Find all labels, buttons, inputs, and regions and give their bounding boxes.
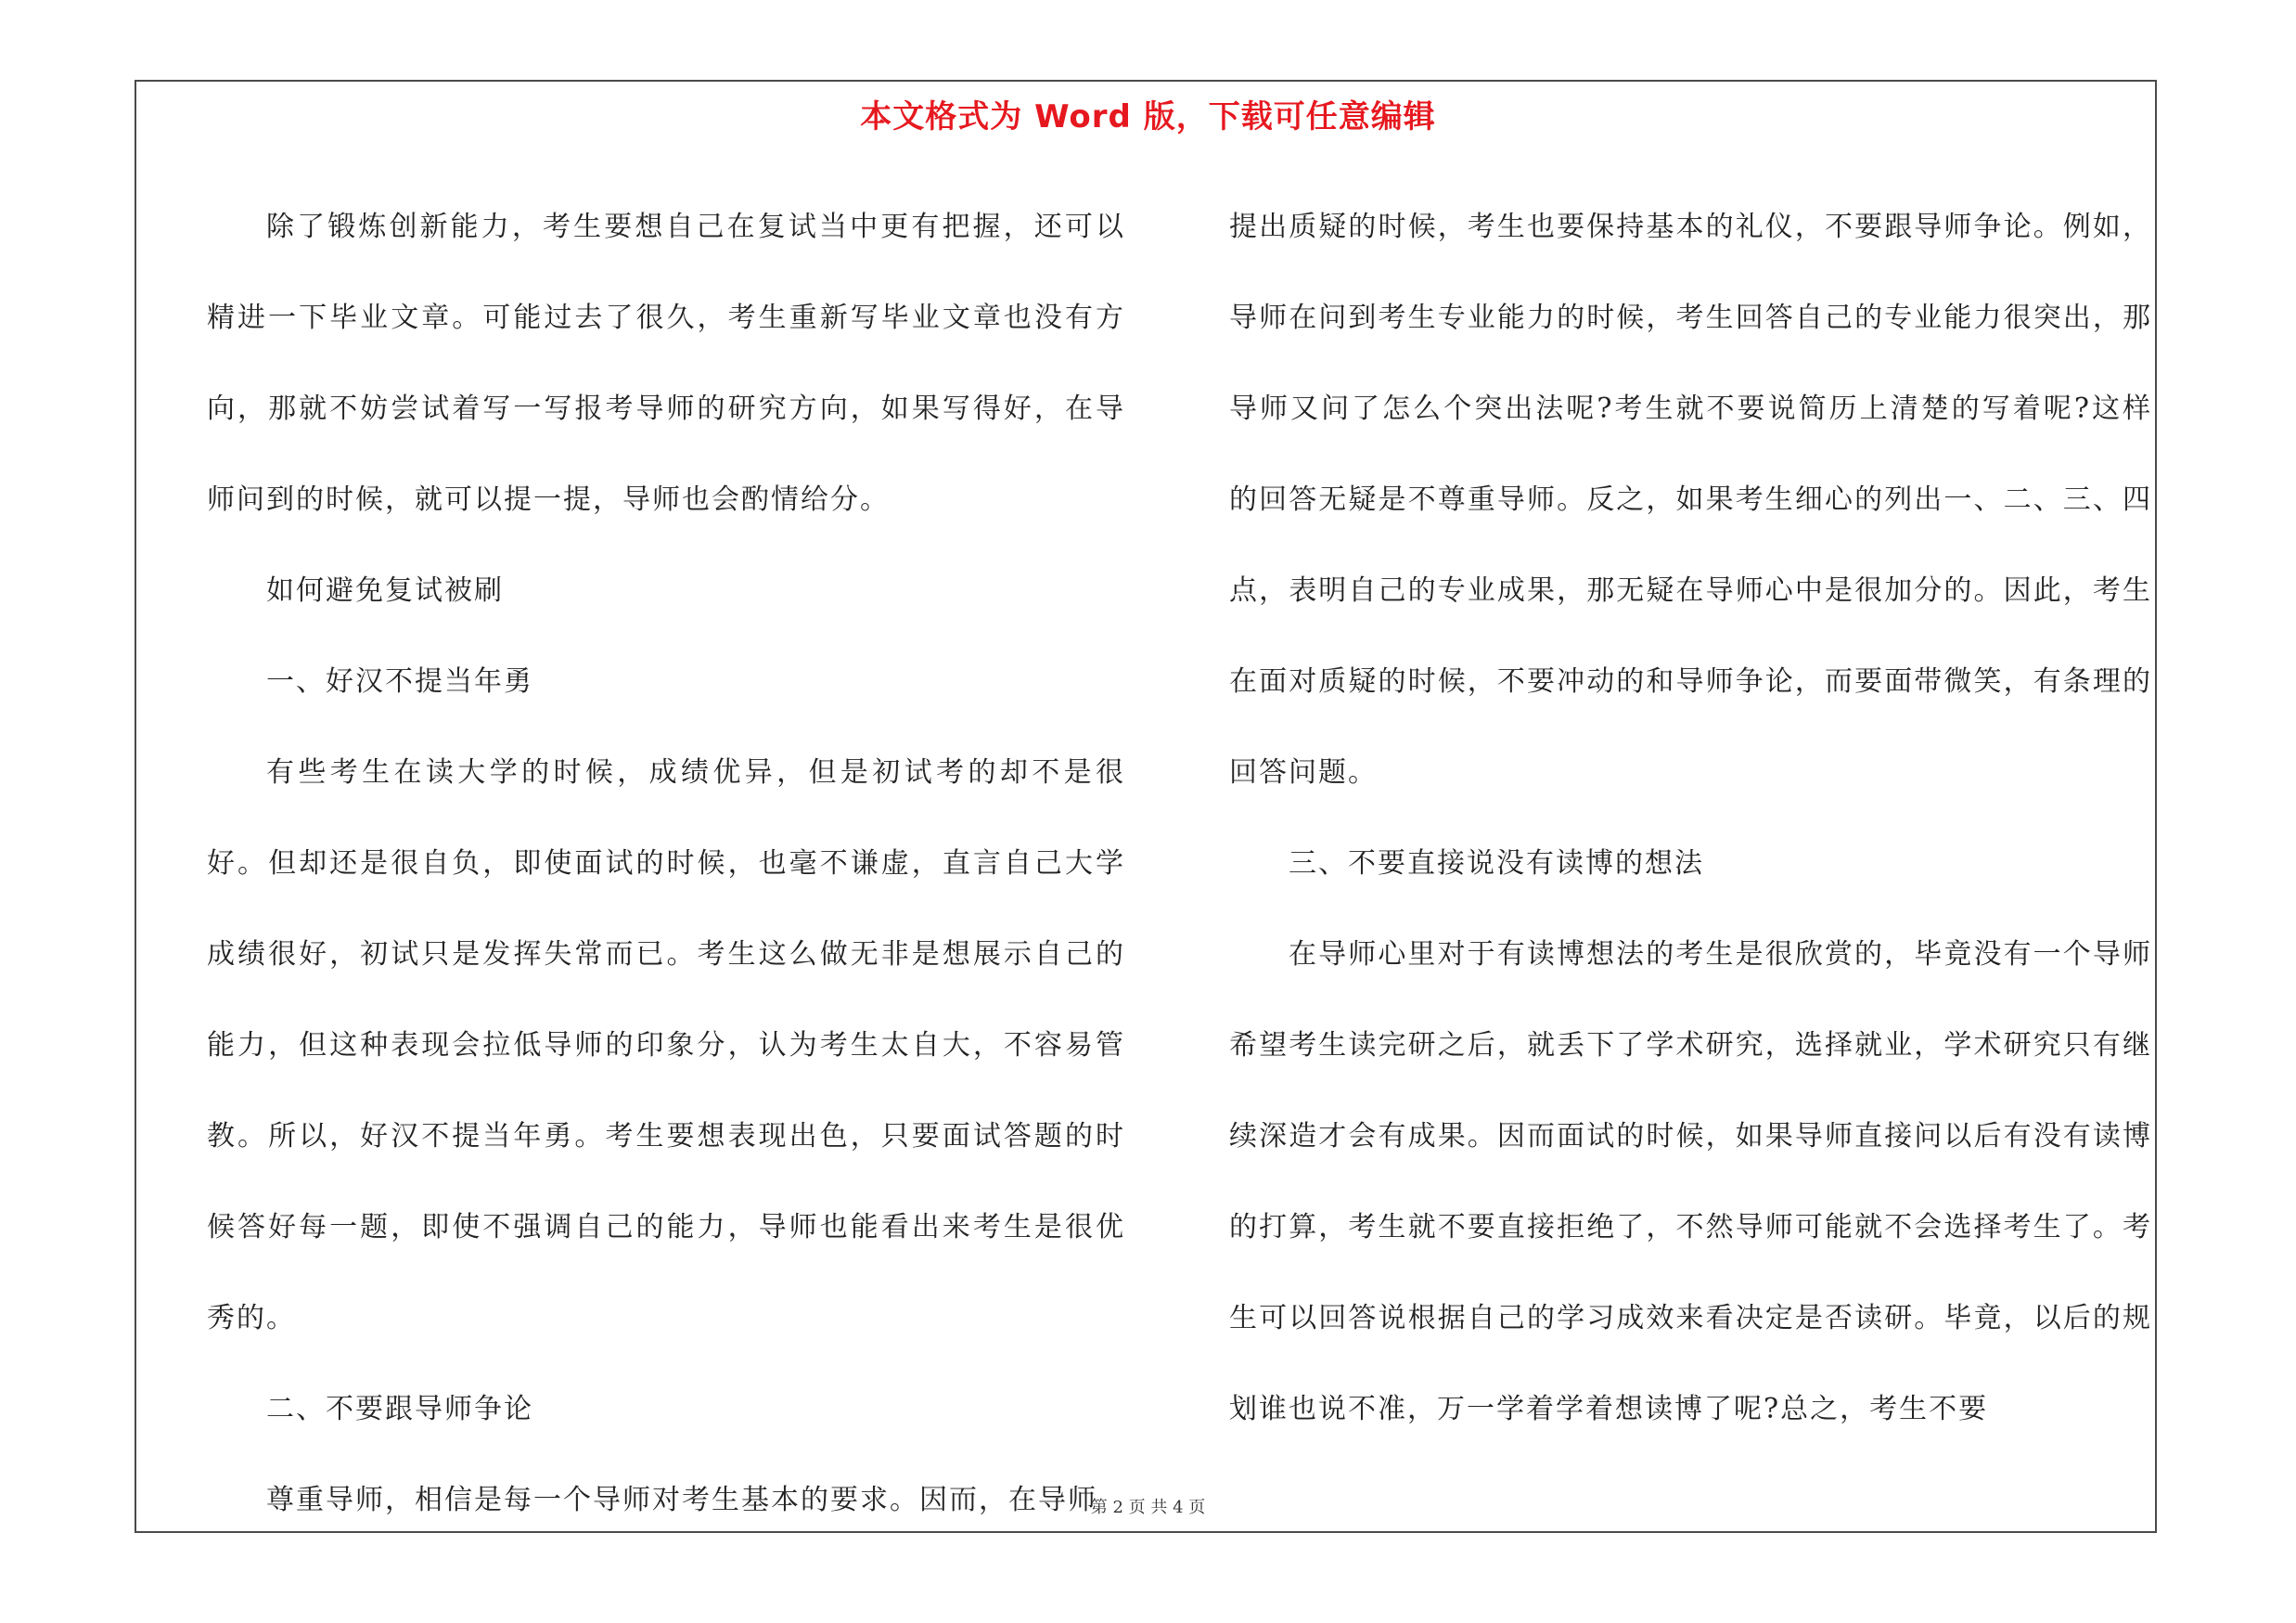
subheading-three: 三、不要直接说没有读博的想法 [1289, 847, 1704, 880]
paragraph-thesis-advice: 除了锻炼创新能力，考生要想自己在复试当中更有把握，还可以精进一下毕业文章。可能过去了很久，考生重新写毕业文章也没有方向，那就不妨尝试着写一写报考导师的研究方向，如果写得好，在导师问到的时候，就可以提一提，导师也会酌情给分。 [207, 211, 1125, 516]
subheading-one: 一、好汉不提当年勇 [266, 665, 533, 698]
right-text-column [1229, 182, 2152, 1455]
paragraph-humility: 有些考生在读大学的时候，成绩优异，但是初试考的却不是很好。但却还是很自负，即使面试的时候，也毫不谦虚，直言自己大学成绩很好，初试只是发挥失常而已。考生这么做无非是想展示自己的能力，但这种表现会拉低导师的印象分，认为考生太自大，不容易管教。所以，好汉不提当年勇。考生要想表现出色，只要面试答题的时候答好每一题，即使不强调自己的能力，导师也能看出来考生是很优秀的。 [207, 756, 1125, 1334]
paragraph-phd-intent: 在导师心里对于有读博想法的考生是很欣赏的，毕竟没有一个导师希望考生读完研之后，就丢下了学术研究，选择就业，学术研究只有继续深造才会有成果。因而面试的时候，如果导师直接问以后有没有读博的打算，考生就不要直接拒绝了，不然导师可能就不会选择考生了。考生可以回答说根据自己的学习成效来看决定是否读研。毕竟，以后的规划谁也说不准，万一学着学着想读博了呢?总之，考生不要 [1229, 938, 2152, 1425]
format-notice-banner: 本文格式为 Word 版，下载可任意编辑 [860, 98, 1436, 135]
section-heading-avoid-elimination: 如何避免复试被刷 [266, 574, 504, 607]
subheading-two: 二、不要跟导师争论 [266, 1393, 533, 1425]
paragraph-respect-start: 尊重导师，相信是每一个导师对考生基本的要求。因而，在导师 [266, 1484, 1097, 1516]
page-number-footer: 第 2 页 共 4 页 [1090, 1498, 1206, 1517]
paragraph-respect-continued: 提出质疑的时候，考生也要保持基本的礼仪，不要跟导师争论。例如，导师在问到考生专业能力的时候，考生回答自己的专业能力很突出，那导师又问了怎么个突出法呢?考生就不要说简历上清楚的写着呢?这样的回答无疑是不尊重导师。反之，如果考生细心的列出一、二、三、四点，表明自己的专业成果，那无疑在导师心中是很加分的。因此，考生在面对质疑的时候，不要冲动的和导师争论，而要面带微笑，有条理的回答问题。 [1229, 211, 2152, 789]
left-text-column [207, 182, 1125, 1546]
